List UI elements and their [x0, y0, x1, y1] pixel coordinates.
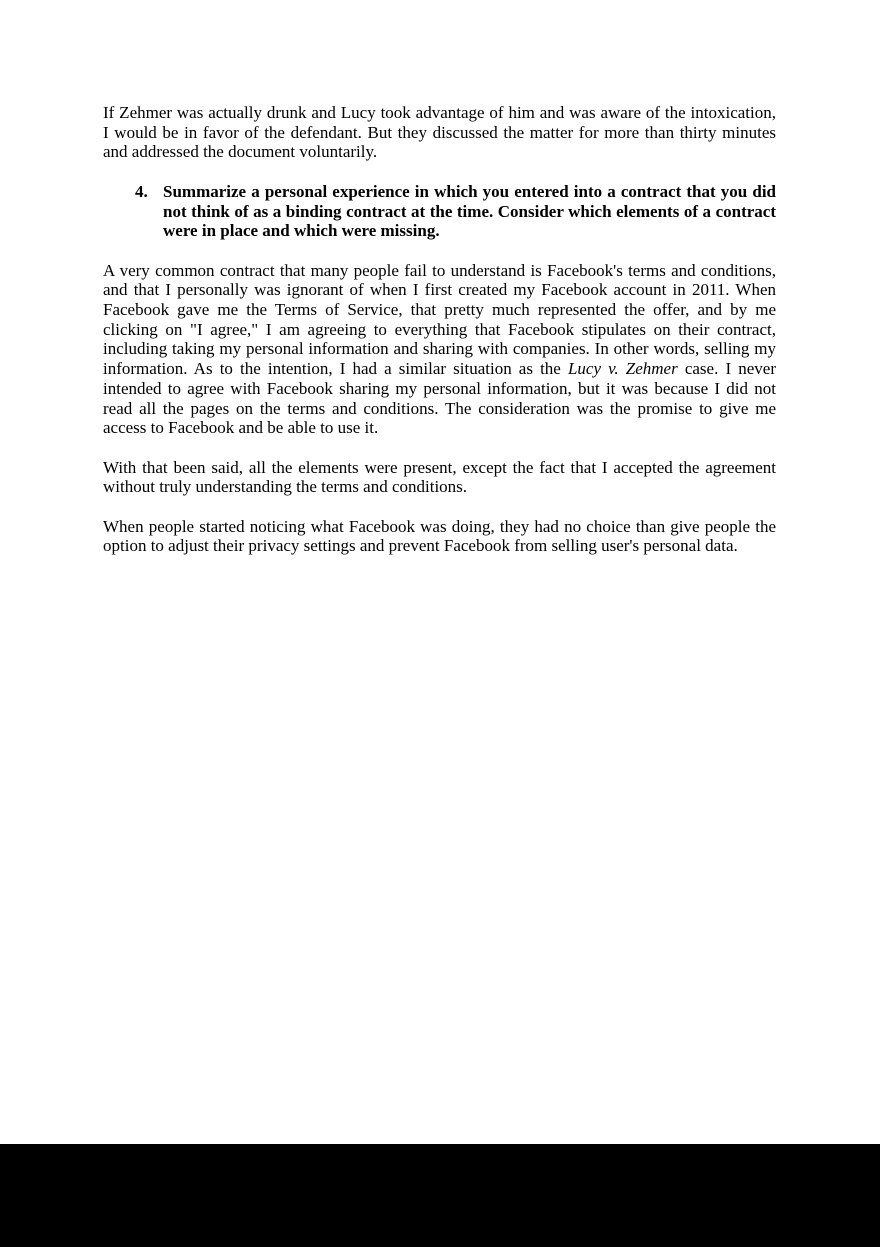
question-text: Summarize a personal experience in which you entered into a contract that you did not think of as a binding contract at the time. Consider which elements of a contract were in place and which were missing.	[163, 181, 776, 241]
text-block	[103, 103, 776, 556]
paragraph-elements-present: With that been said, all the elements were present, except the fact that I accepted the agreement without truly understanding the terms and conditions.	[103, 457, 776, 497]
case-citation-italic: Lucy v. Zehmer	[567, 359, 678, 379]
question-item-4	[103, 182, 776, 241]
facebook-contract-text-1: A very common contract that many people fail to understand is Facebook's terms and conditions, and that I personally was ignorant of when I first created my Facebook account in 2011. When Facebook gave me the Terms of Service, that pretty much represented the offer, and by me clicking on "I agree," I am agreeing to everything that Facebook stipulates on their contract, including taking my personal information and sharing with companies. In other words, selling my information. As to the intention, I had a similar situation as the	[103, 260, 776, 379]
bottom-black-bar	[0, 1144, 880, 1247]
paragraph-privacy-settings: When people started noticing what Facebook was doing, they had no choice than give people the option to adjust their privacy settings and prevent Facebook from selling user's personal data.	[103, 516, 776, 556]
facebook-contract-text-2: case. I never intended to agree with Facebook sharing my personal information, but it was because I did not read all the pages on the terms and conditions. The consideration was the promise to give me access to Facebook and be able to use it.	[103, 359, 776, 438]
paragraph-facebook-contract	[103, 261, 776, 438]
paragraph-zehmer-verdict: If Zehmer was actually drunk and Lucy took advantage of him and was aware of the intoxication, I would be in favor of the defendant. But they discussed the matter for more than thirty minutes and addressed the document voluntarily.	[103, 103, 776, 162]
question-number: 4.	[135, 181, 148, 201]
